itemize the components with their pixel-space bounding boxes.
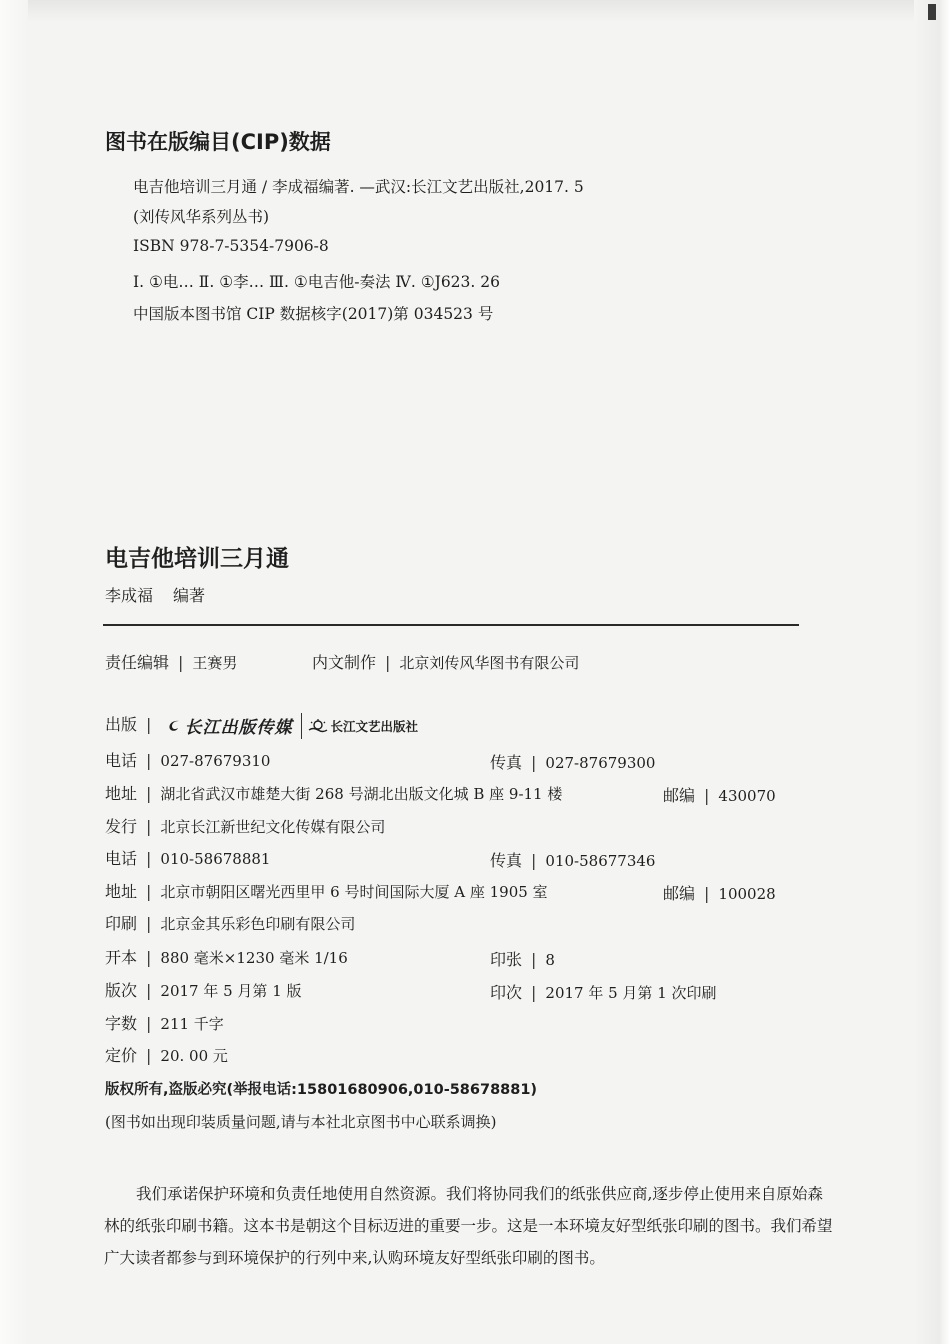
publisher-phone: 027-87679310 bbox=[160, 752, 271, 770]
publisher-logos bbox=[166, 713, 419, 739]
separator: | bbox=[146, 948, 152, 967]
author-name: 李成福 bbox=[105, 586, 154, 605]
impression-value: 2017 年 5 月第 1 次印刷 bbox=[545, 984, 717, 1002]
separator: | bbox=[531, 851, 537, 870]
scan-shadow-top bbox=[0, 0, 950, 22]
format-value: 880 毫米×1230 毫米 1/16 bbox=[160, 949, 348, 967]
distributor-address: 北京市朝阳区曙光西里甲 6 号时间国际大厦 A 座 1905 室 bbox=[160, 883, 548, 901]
copyright-notice: 版权所有,盗版必究(举报电话:15801680906,010-58678881) bbox=[105, 1082, 538, 1098]
editor-row bbox=[105, 650, 237, 673]
distributor-name: 北京长江新世纪文化传媒有限公司 bbox=[160, 818, 386, 836]
production-label: 内文制作 bbox=[312, 653, 377, 672]
publisher-postcode: 430070 bbox=[718, 787, 776, 805]
separator: | bbox=[146, 817, 152, 836]
editor-label: 责任编辑 bbox=[105, 653, 170, 672]
separator: | bbox=[146, 715, 152, 734]
publisher-row bbox=[105, 712, 418, 739]
distributor-label: 发行 bbox=[105, 817, 138, 836]
sheets-label: 印张 bbox=[490, 950, 523, 969]
separator: | bbox=[146, 1046, 152, 1065]
publisher-fax-row bbox=[490, 750, 655, 773]
divider-rule bbox=[103, 624, 799, 626]
separator: | bbox=[178, 653, 184, 672]
publisher-phone-row bbox=[105, 748, 270, 771]
separator: | bbox=[146, 751, 152, 770]
changjiang-media-logo-icon bbox=[166, 718, 182, 734]
cip-classification-line: Ⅰ. ①电… Ⅱ. ①李… Ⅲ. ①电吉他-奏法 Ⅳ. ①J623. 26 bbox=[133, 273, 500, 291]
distributor-fax-row bbox=[490, 848, 655, 871]
distributor-postcode-row bbox=[663, 881, 776, 904]
editor-value: 王赛男 bbox=[192, 654, 238, 672]
cip-record-number-line: 中国版本图书馆 CIP 数据核字(2017)第 034523 号 bbox=[133, 305, 494, 323]
separator: | bbox=[146, 784, 152, 803]
publisher-address-row bbox=[105, 781, 562, 804]
scan-shadow-left bbox=[0, 0, 28, 1344]
distributor-row bbox=[105, 814, 385, 837]
separator: | bbox=[704, 786, 710, 805]
publisher-label: 出版 bbox=[105, 715, 138, 734]
printer-label: 印刷 bbox=[105, 914, 138, 933]
separator: | bbox=[531, 950, 537, 969]
separator: | bbox=[531, 753, 537, 772]
distributor-postcode: 100028 bbox=[718, 885, 776, 903]
book-title: 电吉他培训三月通 bbox=[105, 546, 289, 572]
price-label: 定价 bbox=[105, 1046, 138, 1065]
separator: | bbox=[385, 653, 391, 672]
changjiang-media-logo-text: 长江出版传媒 bbox=[184, 718, 293, 738]
impression-label: 印次 bbox=[490, 983, 523, 1002]
edition-value: 2017 年 5 月第 1 版 bbox=[160, 982, 302, 1000]
cip-bibliographic-line: 电吉他培训三月通 / 李成福编著. —武汉:长江文艺出版社,2017. 5 bbox=[133, 178, 584, 196]
publisher-fax: 027-87679300 bbox=[545, 754, 656, 772]
cip-title: 图书在版编目(CIP)数据 bbox=[105, 130, 331, 154]
logo-divider bbox=[301, 713, 302, 739]
publisher-postcode-label: 邮编 bbox=[663, 786, 696, 805]
word-count-label: 字数 bbox=[105, 1014, 138, 1033]
cip-isbn-line: ISBN 978-7-5354-7906-8 bbox=[133, 237, 329, 255]
distributor-address-label: 地址 bbox=[105, 882, 138, 901]
impression-row bbox=[490, 980, 717, 1003]
quality-notice: (图书如出现印装质量问题,请与本社北京图书中心联系调换) bbox=[105, 1113, 497, 1131]
distributor-phone: 010-58678881 bbox=[160, 850, 271, 868]
distributor-fax-label: 传真 bbox=[490, 851, 523, 870]
edition-label: 版次 bbox=[105, 981, 138, 1000]
production-value: 北京刘传风华图书有限公司 bbox=[399, 654, 580, 672]
publisher-postcode-row bbox=[663, 783, 776, 806]
distributor-fax: 010-58677346 bbox=[545, 852, 656, 870]
book-author-line bbox=[105, 583, 205, 606]
sheets-value: 8 bbox=[545, 951, 555, 969]
separator: | bbox=[146, 882, 152, 901]
printer-name: 北京金其乐彩色印刷有限公司 bbox=[160, 915, 356, 933]
separator: | bbox=[146, 914, 152, 933]
publisher-fax-label: 传真 bbox=[490, 753, 523, 772]
publisher-address: 湖北省武汉市雄楚大街 268 号湖北出版文化城 B 座 9-11 楼 bbox=[160, 785, 563, 803]
separator: | bbox=[146, 1014, 152, 1033]
cip-series-line: (刘传风华系列丛书) bbox=[133, 208, 270, 226]
publisher-phone-label: 电话 bbox=[105, 751, 138, 770]
separator: | bbox=[531, 983, 537, 1002]
separator: | bbox=[146, 849, 152, 868]
edition-row bbox=[105, 978, 302, 1001]
format-row bbox=[105, 945, 348, 968]
word-count-value: 211 千字 bbox=[160, 1015, 224, 1033]
production-row bbox=[312, 650, 579, 673]
printer-row bbox=[105, 911, 355, 934]
price-value: 20. 00 元 bbox=[160, 1047, 228, 1065]
format-label: 开本 bbox=[105, 948, 138, 967]
price-row bbox=[105, 1043, 228, 1066]
scan-corner-mark bbox=[928, 4, 936, 20]
distributor-postcode-label: 邮编 bbox=[663, 884, 696, 903]
distributor-address-row bbox=[105, 879, 548, 902]
distributor-phone-row bbox=[105, 846, 270, 869]
author-role: 编著 bbox=[173, 586, 206, 605]
scan-shadow-right bbox=[914, 0, 950, 1344]
publisher-address-label: 地址 bbox=[105, 784, 138, 803]
separator: | bbox=[146, 981, 152, 1000]
changjiang-literature-logo-icon bbox=[308, 719, 328, 733]
changjiang-literature-logo-text: 长江文艺出版社 bbox=[330, 718, 419, 734]
environment-statement: 我们承诺保护环境和负责任地使用自然资源。我们将协同我们的纸张供应商,逐步停止使用来自原始森林的纸张印刷书籍。这本书是朝这个目标迈进的重要一步。这是一本环境友好型纸张印刷的图书。我们希望广大读者都参与到环境保护的行列中来,认购环境友好型纸张印刷的图书。 bbox=[104, 1185, 833, 1267]
distributor-phone-label: 电话 bbox=[105, 849, 138, 868]
separator: | bbox=[704, 884, 710, 903]
sheets-row bbox=[490, 947, 555, 970]
word-count-row bbox=[105, 1011, 224, 1034]
